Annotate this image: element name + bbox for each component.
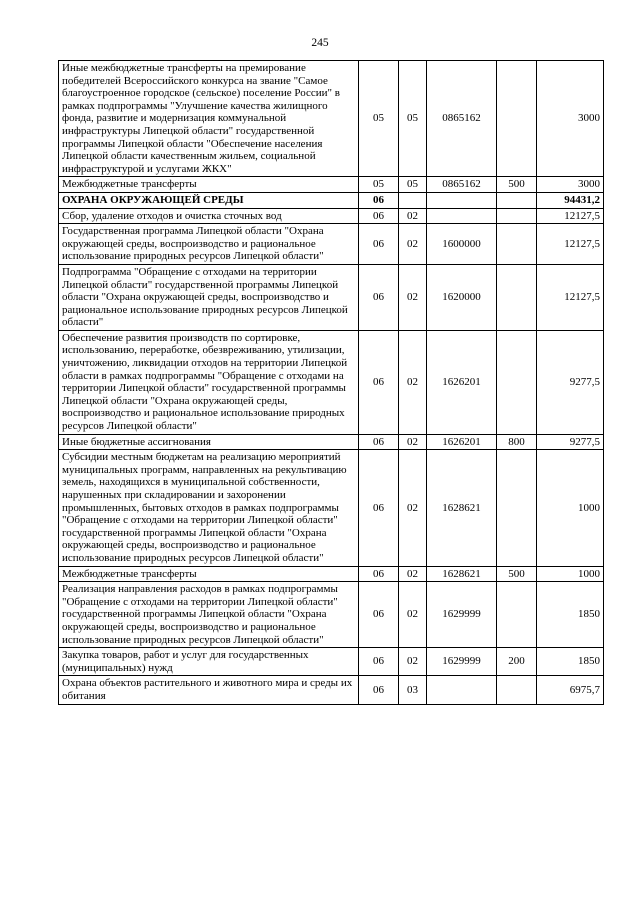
row-name-cell: ОХРАНА ОКРУЖАЮЩЕЙ СРЕДЫ	[59, 192, 359, 208]
row-name-cell: Сбор, удаление отходов и очистка сточных вод	[59, 208, 359, 224]
target-article-cell: 1620000	[427, 264, 497, 330]
target-article-cell: 1626201	[427, 330, 497, 434]
amount-cell: 12127,5	[537, 224, 604, 265]
expense-type-cell	[497, 582, 537, 648]
table-row	[59, 192, 604, 208]
budget-table-body	[59, 61, 604, 705]
table-row	[59, 434, 604, 450]
section-code-cell: 05	[359, 177, 399, 193]
section-code-cell: 06	[359, 208, 399, 224]
table-row	[59, 224, 604, 265]
row-name-cell: Подпрограмма "Обращение с отходами на территории Липецкой области" государственной программы Липецкой области "Охрана окружающей среды, воспроизводство и рациональное использование природных ресурсов Липецкой области"	[59, 264, 359, 330]
subsection-code-cell: 02	[399, 566, 427, 582]
row-name-cell: Охрана объектов растительного и животного мира и среды их обитания	[59, 676, 359, 704]
subsection-code-cell: 05	[399, 61, 427, 177]
table-row	[59, 330, 604, 434]
section-code-cell: 06	[359, 566, 399, 582]
subsection-code-cell: 02	[399, 264, 427, 330]
subsection-code-cell: 02	[399, 208, 427, 224]
subsection-code-cell	[399, 192, 427, 208]
amount-cell: 3000	[537, 177, 604, 193]
section-code-cell: 06	[359, 676, 399, 704]
table-row	[59, 61, 604, 177]
amount-cell: 9277,5	[537, 330, 604, 434]
expense-type-cell: 800	[497, 434, 537, 450]
section-code-cell: 06	[359, 192, 399, 208]
amount-cell: 1850	[537, 648, 604, 676]
table-row	[59, 648, 604, 676]
section-code-cell: 06	[359, 450, 399, 566]
section-code-cell: 06	[359, 330, 399, 434]
amount-cell: 1000	[537, 566, 604, 582]
expense-type-cell	[497, 330, 537, 434]
subsection-code-cell: 02	[399, 434, 427, 450]
subsection-code-cell: 02	[399, 450, 427, 566]
amount-cell: 6975,7	[537, 676, 604, 704]
expense-type-cell	[497, 676, 537, 704]
table-row	[59, 450, 604, 566]
row-name-cell: Иные бюджетные ассигнования	[59, 434, 359, 450]
budget-table	[58, 60, 604, 705]
expense-type-cell: 200	[497, 648, 537, 676]
subsection-code-cell: 02	[399, 224, 427, 265]
section-code-cell: 06	[359, 434, 399, 450]
row-name-cell: Реализация направления расходов в рамках подпрограммы "Обращение с отходами на территории Липецкой области" государственной программы Липецкой области "Охрана окружающей среды, воспроизводство и рациональное использование природных ресурсов Липецкой области"	[59, 582, 359, 648]
expense-type-cell	[497, 450, 537, 566]
amount-cell: 12127,5	[537, 208, 604, 224]
table-row	[59, 177, 604, 193]
expense-type-cell	[497, 61, 537, 177]
row-name-cell: Закупка товаров, работ и услуг для государственных (муниципальных) нужд	[59, 648, 359, 676]
expense-type-cell	[497, 208, 537, 224]
target-article-cell: 1628621	[427, 450, 497, 566]
section-code-cell: 06	[359, 582, 399, 648]
expense-type-cell	[497, 224, 537, 265]
target-article-cell	[427, 192, 497, 208]
table-row	[59, 582, 604, 648]
table-row	[59, 676, 604, 704]
expense-type-cell: 500	[497, 177, 537, 193]
expense-type-cell	[497, 264, 537, 330]
row-name-cell: Межбюджетные трансферты	[59, 566, 359, 582]
table-row	[59, 208, 604, 224]
row-name-cell: Межбюджетные трансферты	[59, 177, 359, 193]
target-article-cell	[427, 676, 497, 704]
target-article-cell: 1600000	[427, 224, 497, 265]
target-article-cell: 0865162	[427, 61, 497, 177]
table-row	[59, 264, 604, 330]
target-article-cell: 1628621	[427, 566, 497, 582]
section-code-cell: 05	[359, 61, 399, 177]
target-article-cell	[427, 208, 497, 224]
subsection-code-cell: 03	[399, 676, 427, 704]
amount-cell: 94431,2	[537, 192, 604, 208]
amount-cell: 9277,5	[537, 434, 604, 450]
target-article-cell: 0865162	[427, 177, 497, 193]
expense-type-cell: 500	[497, 566, 537, 582]
subsection-code-cell: 02	[399, 648, 427, 676]
table-row	[59, 566, 604, 582]
subsection-code-cell: 02	[399, 330, 427, 434]
section-code-cell: 06	[359, 648, 399, 676]
row-name-cell: Обеспечение развития производств по сортировке, использованию, переработке, обезвреживанию, утилизации, уничтожению, ликвидации отходов на территории Липецкой области в рамках подпрограммы "Обращение с отходами на территории Липецкой области" государственной программы Липецкой области "Охрана окружающей среды, воспроизводство и рациональное использование природных ресурсов Липецкой области"	[59, 330, 359, 434]
amount-cell: 1000	[537, 450, 604, 566]
amount-cell: 3000	[537, 61, 604, 177]
target-article-cell: 1629999	[427, 582, 497, 648]
target-article-cell: 1629999	[427, 648, 497, 676]
page-number: 245	[311, 37, 329, 49]
expense-type-cell	[497, 192, 537, 208]
row-name-cell: Субсидии местным бюджетам на реализацию мероприятий муниципальных программ, направленных на рекультивацию земель, находящихся в муниципальной собственности, нарушенных при складировании и захоронении промышленных, бытовых отходов в рамках подпрограммы "Обращение с отходами на территории Липецкой области" государственной программы Липецкой области "Охрана окружающей среды, воспроизводство и рациональное использование природных ресурсов Липецкой области"	[59, 450, 359, 566]
amount-cell: 12127,5	[537, 264, 604, 330]
section-code-cell: 06	[359, 264, 399, 330]
section-code-cell: 06	[359, 224, 399, 265]
row-name-cell: Государственная программа Липецкой области "Охрана окружающей среды, воспроизводство и рациональное использование природных ресурсов Липецкой области"	[59, 224, 359, 265]
subsection-code-cell: 05	[399, 177, 427, 193]
target-article-cell: 1626201	[427, 434, 497, 450]
amount-cell: 1850	[537, 582, 604, 648]
row-name-cell: Иные межбюджетные трансферты на премирование победителей Всероссийского конкурса на звание "Самое благоустроенное городское (сельское) поселение России" в рамках подпрограммы "Улучшение качества жилищного фонда, развитие и модернизация коммунальной инфраструктуры Липецкой области" государственной программы Липецкой области "Обеспечение населения Липецкой области качественным жильем, социальной инфраструктурой и услугами ЖКХ"	[59, 61, 359, 177]
subsection-code-cell: 02	[399, 582, 427, 648]
